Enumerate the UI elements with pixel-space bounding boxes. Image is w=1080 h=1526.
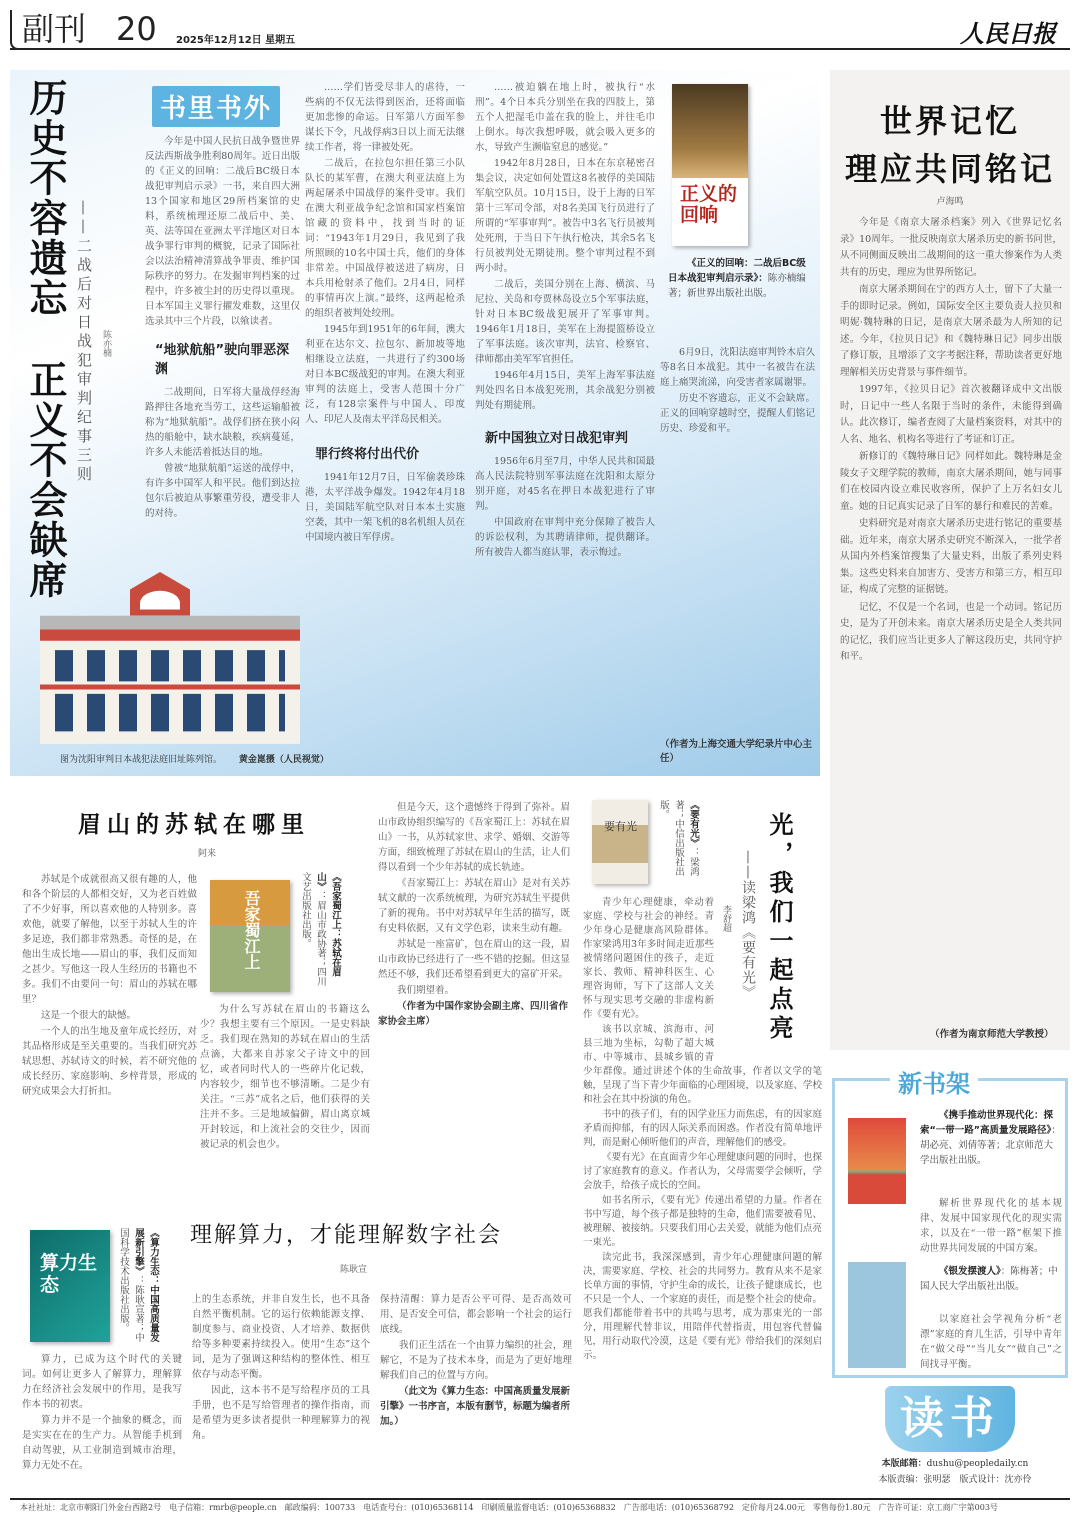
- page-number: 20: [116, 10, 157, 48]
- feature-column-4: [660, 345, 815, 437]
- sidebar-title-line1: 世界记忆: [879, 102, 1020, 140]
- feature-author: 陈亦楠: [101, 330, 111, 357]
- photo-caption-text: 图为沈阳审判日本战犯法庭旧址陈列馆。: [60, 755, 223, 765]
- feature-author-note: （作者为上海交通大学纪录片中心主任）: [660, 739, 813, 764]
- new-book-2-title: 《银发摆渡人》: [939, 1266, 1001, 1277]
- sidebar-paragraph: 记忆，不仅是一个名词，也是一个动词。铭记历史，是为了开创未来。南京大屠杀历史是全人类共同的记忆，我们应当让更多人了解这段历史，共同守护和平。: [840, 601, 1062, 662]
- feature-paragraph: 历史不容遗忘，正义不会缺席。正义的回响穿越时空，提醒人们铭记历史、珍爱和平。: [660, 393, 815, 434]
- book-caption-info: 陈亦楠编著；新世界出版社出版。: [668, 273, 806, 299]
- book-cover-light: [592, 800, 648, 884]
- feature-paragraph: 6月9日，沈阳法庭审判铃木启久等8名日本战犯。其中一名被告在法庭上痛哭流涕，向受害者家属谢罪。: [660, 347, 815, 388]
- book-cover-world-modernization: [848, 1118, 906, 1204]
- book-cover-silver-hair: [848, 1262, 906, 1368]
- dushu-credits: [840, 1474, 1070, 1487]
- feature-paragraph: 1945年到1951年的6年间，澳大利亚在达尔文、拉包尔、新加坡等地相继设立法庭，一共进行了约300场对日本BC级战犯的审判。在澳大利亚审判的法庭上，受害人范围十分广泛，有128宗案件与中国人、印度人、印尼人及南太平洋岛民相关。: [305, 324, 465, 425]
- dushu-logo: 读书: [885, 1386, 1015, 1452]
- dushu-email: [840, 1458, 1070, 1471]
- masthead-logo: 人民日报: [960, 19, 1056, 48]
- meishan-paragraph: 为什么写苏轼在眉山的书籍这么少？我想主要有三个原因。一是史料缺乏。我们现在熟知的苏轼在眉山的生活点滴，大都来自苏家父子诗文中的回忆，或者同时代人的一些碎片化记载，内容较少，细节也不够清晰。二是少有关注。“三苏”成名之后，他们获得的关注并不多。三是地域偏僻，眉山离京城开封较远，和上流社会的交往少，因而被记录的机会也少。: [200, 1004, 370, 1150]
- sidebar-paragraph: 史料研究是对南京大屠杀历史进行铭记的重要基础。近年来，南京大屠杀史研究不断深入，一批学者从国内外档案馆搜集了大量史料，出版了系列史料集。这些史料来自加害方、受害方和第三方，相互印证，构成了完整的证据链。: [840, 518, 1062, 595]
- light-paragraph: 书中的孩子们，有的因学业压力而焦虑，有的因家庭矛盾而抑郁，有的因人际关系而困惑。作者没有简单地评判，而是耐心倾听他们的声音，理解他们的感受。: [583, 1109, 822, 1148]
- photo-credit: 黄金崑摄（人民视觉）: [238, 755, 329, 765]
- editor-credit: 本版责编：张明瑟: [878, 1475, 951, 1485]
- meishan-column-1: [22, 872, 197, 1100]
- book-caption-info: ：眉山市政协著；四川文艺出版社出版。: [300, 872, 326, 986]
- new-book-2-caption: [920, 1264, 1062, 1294]
- new-book-1-info: ：胡必亮、刘倩等著；北京师范大学出版社出版。: [920, 1125, 1061, 1166]
- footer-imprint: 本社社址：北京市朝阳门外金台西路2号 电子信箱：rmrb@people.cn 邮政编码：100733 电话查号台：(010)65368114 印刷质量监督电话：(010)65368832 广告部电话：(010)65368792 定价每月24.00元 零售每份1.80元 广告许可证：京工商广字第003号: [20, 1503, 998, 1512]
- new-book-1-title: 《携手推动世界现代化：探索“一带一路”高质量发展路径》: [920, 1110, 1054, 1136]
- light-subtitle: ——读梁鸿《要有光》: [740, 850, 756, 1000]
- sidebar-author: 卢海鸣: [936, 197, 964, 207]
- meishan-book-caption: [298, 872, 343, 992]
- book-cover-compute: [30, 1230, 110, 1342]
- compute-column-1: [22, 1352, 182, 1474]
- feature-paragraph: ……学们皆受尽非人的虐待，一些病的不仅无法得到医治，还将面临更加悲惨的命运。日军第八方面军参谋长下令，凡战俘病3日以上而无法继续工作者，将一律被处死。: [305, 82, 465, 153]
- feature-paragraph: 1941年12月7日，日军偷袭珍珠港，太平洋战争爆发。1942年4月18日，美国陆军航空队对日本本土实施空袭，其中一架飞机的8名机组人员在中国境内被日军俘虏。: [305, 472, 465, 543]
- book-caption-info: ：梁鸿著；中信出版社出版。: [658, 800, 699, 876]
- light-author: 李舒超: [721, 905, 731, 932]
- light-paragraph: 读完此书，我深深感到，青少年心理健康问题的解决，需要家庭、学校、社会的共同努力。教育从来不是家长单方面的事情，守护生命的成长，让孩子健康成长，也不只是一个人、一个家庭的责任，而是整个社会的使命。愿我们都能带着书中的共鸣与思考，成为那束光的一部分，用理解代替非议，用陪伴代替指责，用包容代替偏见，用行动取代冷漠，这是《要有光》带给我们的深刻启示。: [583, 1252, 822, 1361]
- feature-title-line1: 历史不容遗忘: [23, 78, 67, 318]
- book-cover-justice: [672, 84, 748, 246]
- issue-date: 2025年12月12日 星期五: [176, 35, 296, 46]
- light-title: 光，我们一起点亮: [765, 812, 794, 1044]
- sidebar-paragraph: 新修订的《魏特琳日记》同样如此。魏特琳是金陵女子文理学院的教师，南京大屠杀期间，她与同事们在校园内设立难民收容所，保护了上万名妇女儿童。她的日记真实记录了日军的暴行和难民的苦难。: [840, 451, 1062, 512]
- light-paragraph: 如书名所示，《要有光》传递出希望的力量。作者在书中写道，每个孩子都是独特的生命，他们需要被看见、被理解、被接纳。只要我们用心去关爱，就能为他们点亮一束光。: [583, 1195, 822, 1248]
- book-caption-title: 《要有光》: [688, 800, 699, 848]
- compute-paragraph: 我们正生活在一个由算力编织的社会，理解它，不是为了技术本身，而是为了更好地理解我们自己的位置与方向。: [380, 1340, 572, 1381]
- meishan-column-2: [200, 1002, 370, 1153]
- feature-subhead-3: 新中国独立对日战犯审判: [485, 431, 629, 446]
- book-caption-title: 《吾家蜀江上：苏轼在眉山》: [315, 872, 341, 977]
- book-cover-title: 吾家蜀江上: [242, 890, 261, 970]
- feature-subhead-1: “地狱航船”驶向罪恶深渊: [155, 343, 290, 377]
- compute-column-3: [380, 1292, 572, 1429]
- feature-subtitle: ——二战后对日战犯审判纪事三则: [75, 200, 93, 485]
- feature-paragraph: 中国政府在审判中充分保障了被告人的诉讼权利，为其聘请律师，提供翻译。所有被告人都当庭认罪，表示悔过。: [475, 517, 655, 558]
- feature-paragraph: 二战期间，日军将大量战俘经海路押往各地充当劳工，这些运输船被称为“地狱航船”。战俘们挤在狭小闷热的船舱中，缺水缺粮，疾病蔓延，许多人未能活着抵达目的地。: [145, 387, 300, 458]
- book-cover-title: 正义的回响: [680, 183, 738, 226]
- compute-book-caption: [116, 1228, 161, 1348]
- new-book-2-description: 以家庭社会学视角分析“老漂”家庭的育儿生活，引导中青年在“做父母”“当儿女”“做自己”之间找寻平衡。: [920, 1314, 1062, 1370]
- designer-credit: 版式设计：沈亦伶: [959, 1475, 1032, 1485]
- meishan-column-3: [378, 800, 570, 1029]
- header-rule: [10, 48, 1070, 50]
- feature-column-3: [475, 80, 655, 561]
- court-building-photo: [40, 572, 300, 744]
- meishan-author: 阿来: [198, 849, 217, 859]
- compute-paragraph: 上的生态系统，并非自发生长，也不具备自然平衡机制。它的运行依赖能源支撑、制度参与、商业投资、人才培养、数据供给等多种要素持续投入。使用“生态”这个词，是为了强调这种结构的整体性、相互依存与动态平衡。: [192, 1294, 370, 1380]
- meishan-paragraph: 一个人的出生地及童年成长经历，对其品格形成是至关重要的。当我们研究苏轼思想、苏轼诗文的时候，若不研究他的成长经历、家庭影响、乡梓背景，形成的研究成果会大打折扣。: [22, 1026, 197, 1097]
- feature-column-2: [305, 80, 465, 546]
- meishan-title: 眉山的苏轼在哪里: [78, 811, 310, 838]
- book-cover-meishan: [210, 880, 290, 992]
- book-caption-justice: [668, 256, 813, 301]
- compute-title: 理解算力，才能理解数字社会: [190, 1223, 503, 1248]
- light-paragraph: 该书以京城、滨海市、河县三地为坐标，勾勒了超大城市、中等城市、县城乡镇的青少年群像。通过讲述个体的生命故事，作者以文学的笔触，呈现了当下青少年面临的心理困境，以及家庭、学校和社会在其中扮演的角色。: [583, 1024, 822, 1105]
- feature-paragraph: 曾被“地狱航船”运送的战俘中，有许多中国军人和平民。他们到达拉包尔后被迫从事繁重劳役，遭受非人的对待。: [145, 463, 300, 519]
- email-label: 本版邮箱：: [881, 1459, 927, 1469]
- sidebar-paragraph: 今年是《南京大屠杀档案》列入《世界记忆名录》10周年。一批反映南京大屠杀历史的新书问世，从不同侧面反映出二战期间的这一重大惨案作为人类共有的历史，理应为世界所铭记。: [840, 217, 1062, 278]
- meishan-paragraph: 苏轼是一座富矿，包在眉山的这一段，眉山市政协已经进行了一些不错的挖掘。但这显然还不够，我们还希望看到更大的富矿开采。: [378, 939, 570, 980]
- feature-paragraph: 二战后，美国分别在上海、横滨、马尼拉、关岛和夸贾林岛设立5个军事法庭，针对日本BC级战犯展开了军事审判。1946年1月18日，美军在上海提篮桥设立了军事法庭。该次审判，法官、检察官、律师都由美军军官担任。: [475, 279, 655, 365]
- meishan-author-note: （作者为中国作家协会副主席、四川省作家协会主席）: [378, 1001, 569, 1027]
- sidebar-paragraph: 1997年，《拉贝日记》首次被翻译成中文出版时，日记中一些人名限于当时的条件，未能得到确认。此次修订，编者查阅了大量档案资料，对其中的人名、地名、机构名等进行了考证和订正。: [840, 384, 1062, 445]
- feature-column-1: [145, 134, 300, 522]
- new-book-2-info: ：陈梅著；中国人民大学出版社出版。: [920, 1266, 1058, 1292]
- compute-column-2: [192, 1292, 370, 1444]
- sidebar-author-note: （作者为南京师范大学教授）: [930, 1029, 1054, 1040]
- feature-paragraph: 二战后，在拉包尔担任第三小队队长的某军曹，在澳大利亚法庭上为两起屠杀中国战俘的案件受审。我们在澳大利亚战争纪念馆和国家档案馆馆藏的资料中，找到当时的证词：“1943年1月29日，我见到了我所照顾的10名中国士兵，他们的身体非常差。中国战俘被送进了病房，日本兵用枪射杀了他们。2月4日，同样的事情再次上演。”最终，这两起枪杀的组织者被判处绞刑。: [305, 158, 465, 319]
- feature-paragraph: ……被迫躺在地上时，被执行“水刑”。4个日本兵分别坐在我的四肢上，第五个人把湿毛巾盖在我的脸上，并往毛巾上倒水。每次我想呼吸，就会吸入更多的水，导致产生濒临窒息的感觉。”: [475, 82, 655, 153]
- light-paragraph: 青少年心理健康，牵动着家庭、学校与社会的神经。青少年身心是健康高风险群体。作家梁鸿用3年多时间走近那些被情绪问题困住的孩子，走近家长、教师、精神科医生、心理咨询师，写下了这部人文关怀与现实思考交融的非虚构新作《要有光》。: [583, 897, 714, 1020]
- feature-paragraph: 1946年4月15日，美军上海军事法庭判处四名日本战犯死刑，其余战犯分别被判处有期徒刑。: [475, 370, 655, 411]
- section-name: 副刊: [22, 10, 87, 48]
- compute-paragraph: 算力并不是一个抽象的概念，而是实实在在的生产力。从智能手机到自动驾驶，从工业制造到城市治理，算力无处不在。: [22, 1415, 182, 1471]
- new-book-1-description: 解析世界现代化的基本规律、发展中国家现代化的现实需求，以及在“一带一路”框架下推动世界共同发展的中国方案。: [920, 1198, 1062, 1254]
- meishan-paragraph: 这是一个很大的缺憾。: [41, 1010, 137, 1021]
- email-link[interactable]: dushu@peopledaily.cn: [926, 1459, 1029, 1469]
- meishan-paragraph: 我们期望着。: [397, 985, 455, 996]
- sidebar-title-line2: 理应共同铭记: [844, 150, 1055, 188]
- feature-paragraph: 1956年6月至7月，中华人民共和国最高人民法院特别军事法庭在沈阳和太原分别开庭，对45名在押日本战犯进行了审判。: [475, 456, 655, 512]
- feature-title-line2: 正义不会缺席: [23, 360, 67, 600]
- new-book-1-caption: [920, 1108, 1062, 1168]
- book-caption-title: 《算力生态：中国高质量发展新引擎》: [133, 1228, 159, 1342]
- meishan-paragraph: 苏轼是个成就很高又很有趣的人，他和各个阶层的人都相交好，又为老百姓做了不少好事，所以喜欢他的人特别多。喜欢他，就要了解他，以至于苏轼人生的许多足迹，我们都非常熟悉。奇怪的是，在他出生成长地——眉山的事，我们反而知之甚少。写他这一段人生经历的书籍也不多。我们不由要问一句：眉山的苏轼在哪里？: [22, 874, 197, 1005]
- book-caption-title: 《正义的回响：二战后BC级日本战犯审判启示录》：: [668, 258, 806, 284]
- sidebar-body: [840, 215, 1062, 667]
- compute-paragraph: 算力，已成为这个时代的关键词。如何让更多人了解算力，理解算力在经济社会发展中的作用，是我写作本书的初衷。: [22, 1354, 182, 1410]
- feature-paragraph: 1942年8月28日，日本在东京秘密召集会议，决定如何处置这8名被俘的美国陆军航空队员。10月15日，设于上海的日军第十三军司令部，对8名美国飞行员进行了所谓的“军事审判”。被告中3名飞行员被判处死刑，于当日下午执行枪决，其余5名飞行员被判处无期徒刑。整个审判过程不到两小时。: [475, 158, 655, 274]
- book-cover-title: 算力生态: [40, 1252, 98, 1296]
- light-title-area: [714, 896, 822, 1062]
- feature-subhead-2: 罪行终将付出代价: [315, 447, 420, 462]
- book-cover-title: 要有光: [604, 820, 637, 833]
- light-book-caption: [656, 800, 701, 886]
- compute-paragraph: 保持清醒：算力是否公平可得、是否高效可用、是否安全可信，都会影响一个社会的运行底线。: [380, 1294, 572, 1335]
- book-caption-info: ：陈耿宣著；中国科学技术出版社出版。: [118, 1228, 144, 1342]
- footer-rule: [10, 1498, 1070, 1500]
- light-body: [583, 896, 822, 1364]
- photo-caption: [60, 752, 329, 765]
- feature-intro: 今年是中国人民抗日战争暨世界反法西斯战争胜利80周年。近日出版的《正义的回响：二战后BC级日本战犯审判启示录》一书，来自四大洲13个国家和地区29所档案馆的史料，系统梳理还原二战后中、美、英、法等国在亚洲太平洋地区对日本战争罪行审判的概貌，记录了国际社会以法治精神清算战争罪责、维护国际秩序的努力。在发掘审判档案的过程中，许多被尘封的历史得以重现。日本军国主义罪行擢发难数，这里仅选录其中三个片段，以飨读者。: [145, 136, 300, 327]
- compute-paragraph: 因此，这本书不是写给程序员的工具手册，也不是写给管理者的操作指南，而是希望为更多读者提供一种理解算力的视角。: [192, 1385, 370, 1441]
- compute-author: 陈耿宣: [340, 1265, 368, 1275]
- light-paragraph: 《要有光》在直面青少年心理健康问题的同时，也探讨了家庭教育的意义。作者认为，父母需要学会倾听，学会放手，给孩子成长的空间。: [583, 1152, 822, 1191]
- compute-author-note: （此文为《算力生态：中国高质量发展新引擎》一书序言，本版有删节，标题为编者所加。）: [380, 1386, 571, 1427]
- sidebar-paragraph: 南京大屠杀期间在宁的西方人士，留下了大量一手的即时记录。例如，国际安全区主要负责人拉贝和明妮·魏特琳的日记，是南京大屠杀最为人所知的记述。今年，《拉贝日记》和《魏特琳日记》同步出版了修订版，且增添了文字考据注释，帮助读者更好地理解相关历史背景与事件细节。: [840, 284, 1062, 378]
- column-logo-books: 书里书外: [152, 86, 280, 127]
- meishan-paragraph: 但是今天，这个遗憾终于得到了弥补。眉山市政协组织编写的《吾家蜀江上：苏轼在眉山》一书，从苏轼家世、求学、婚姻、交游等方面，细致梳理了苏轼在眉山的生活，让人们得以看到一个少年苏轼的成长轨迹。: [378, 802, 570, 873]
- meishan-paragraph: 《吾家蜀江上：苏轼在眉山》是对有关苏轼文献的一次系统梳理，为研究苏轼生平提供了新的视角。书中对苏轼早年生活的描写，既有史料依据，又有文学色彩，读来生动有趣。: [378, 878, 570, 934]
- header-bracket: [10, 10, 18, 50]
- new-books-header: 新书架: [890, 1064, 978, 1099]
